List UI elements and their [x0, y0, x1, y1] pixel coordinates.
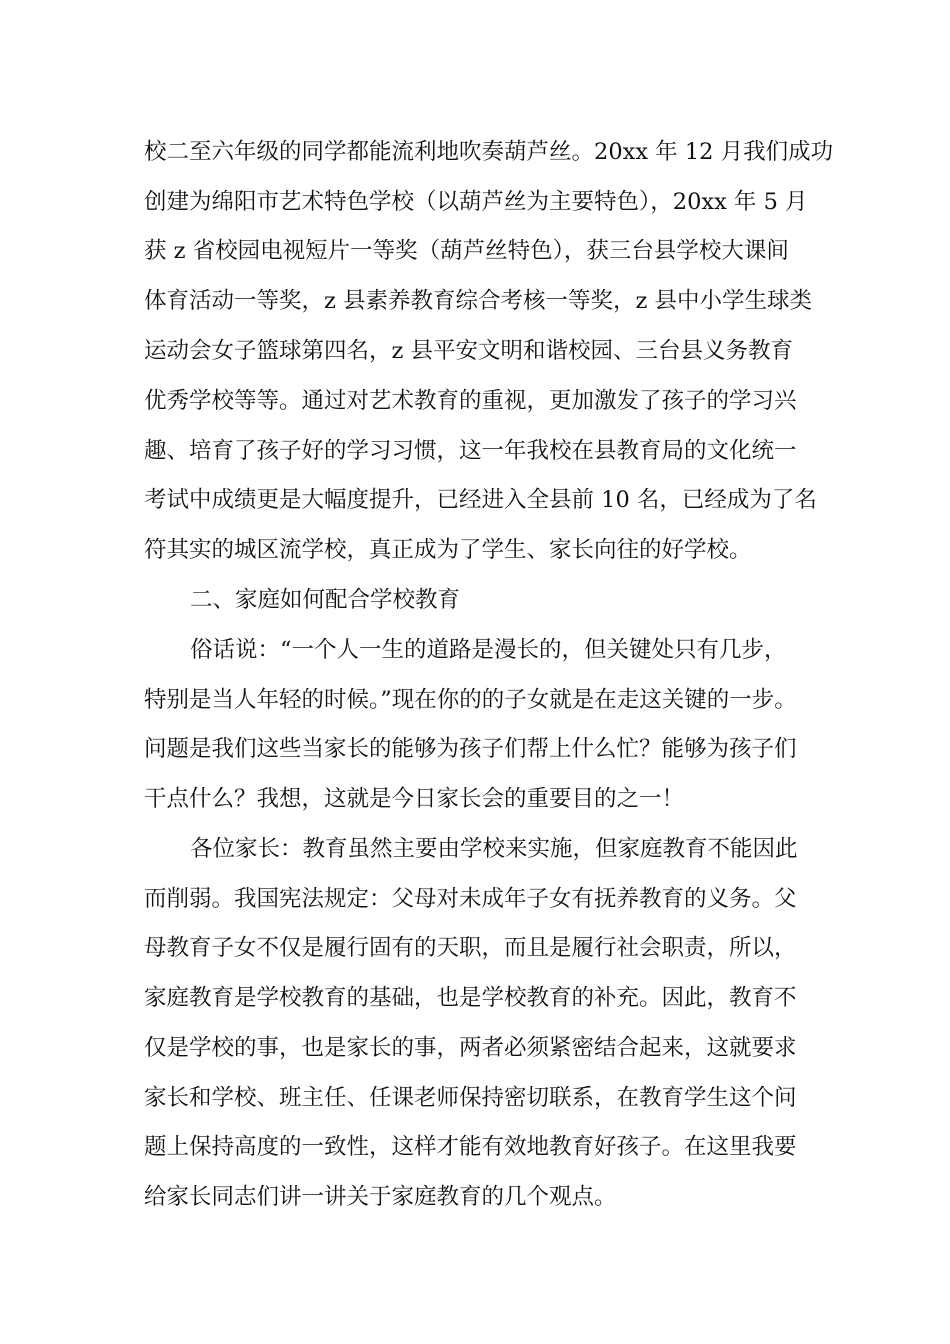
text-line: 题上保持高度的一致性，这样才能有效地教育好孩子。在这里我要 — [144, 1134, 797, 1160]
text-line: 给家长同志们讲一讲关于家庭教育的几个观点。 — [144, 1184, 617, 1210]
text-line: 获 z 省校园电视短片一等奖（葫芦丝特色），获三台县学校大课间 — [144, 238, 789, 264]
text-line: 体育活动一等奖，z 县素养教育综合考核一等奖，z 县中小学生球类 — [144, 288, 813, 314]
text-line: 各位家长：教育虽然主要由学校来实施，但家庭教育不能因此 — [190, 836, 798, 862]
text-line: 干点什么？我想，这就是今日家长会的重要目的之一！ — [144, 786, 685, 812]
text-line: 问题是我们这些当家长的能够为孩子们帮上什么忙？能够为孩子们 — [144, 736, 797, 762]
text-line: 符其实的城区流学校，真正成为了学生、家长向往的好学校。 — [144, 537, 752, 563]
text-line: 母教育子女不仅是履行固有的天职，而且是履行社会职责，所以， — [144, 935, 797, 961]
text-line: 俗话说：“一个人一生的道路是漫长的，但关键处只有几步， — [190, 637, 787, 663]
text-line: 考试中成绩更是大幅度提升，已经进入全县前 10 名，已经成为了名 — [144, 487, 817, 513]
text-line: 运动会女子篮球第四名，z 县平安文明和谐校园、三台县义务教育 — [144, 338, 794, 364]
text-line: 家庭教育是学校教育的基础，也是学校教育的补充。因此，教育不 — [144, 985, 797, 1011]
text-line: 而削弱。我国宪法规定：父母对未成年子女有抚养教育的义务。父 — [144, 886, 797, 912]
text-line: 特别是当人年轻的时候。”现在你的的子女就是在走这关键的一步。 — [144, 687, 797, 713]
text-line: 家长和学校、班主任、任课老师保持密切联系，在教育学生这个问 — [144, 1085, 797, 1111]
text-line: 优秀学校等等。通过对艺术教育的重视，更加激发了孩子的学习兴 — [144, 388, 797, 414]
text-line: 趣、培育了孩子好的学习习惯，这一年我校在县教育局的文化统一 — [144, 438, 797, 464]
text-line: 创建为绵阳市艺术特色学校（以葫芦丝为主要特色），20xx 年 5 月 — [144, 189, 808, 215]
section-heading: 二、家庭如何配合学校教育 — [190, 587, 461, 613]
text-line: 仅是学校的事，也是家长的事，两者必须紧密结合起来，这就要求 — [144, 1035, 797, 1061]
text-line: 校二至六年级的同学都能流利地吹奏葫芦丝。20xx 年 12 月我们成功 — [144, 139, 834, 165]
